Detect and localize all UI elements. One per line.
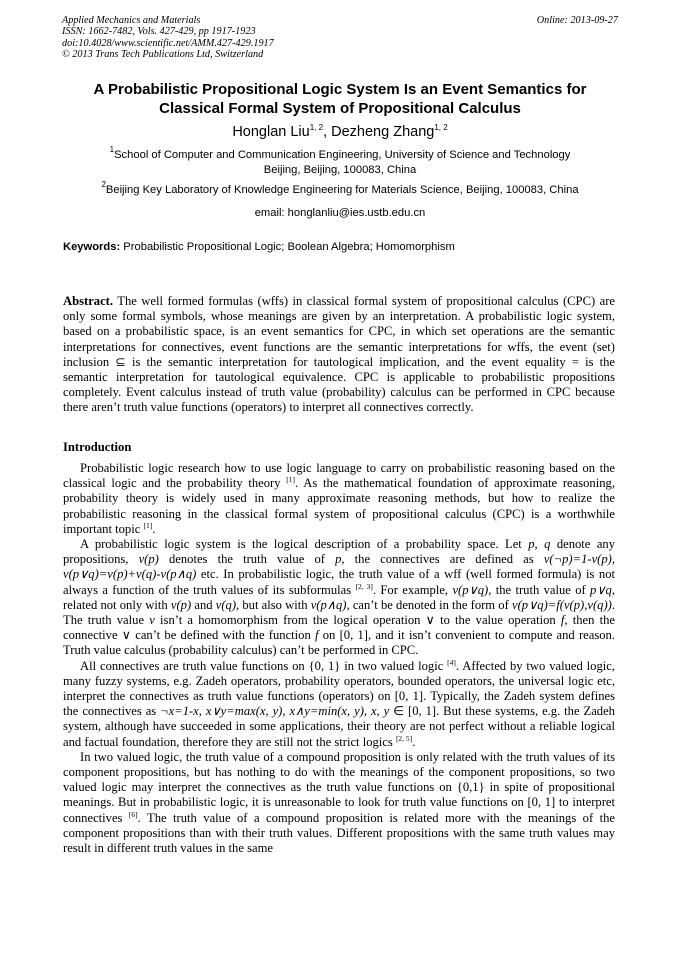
journal-name: Applied Mechanics and Materials xyxy=(62,15,201,26)
copyright-line: © 2013 Trans Tech Publications Ltd, Switzerland xyxy=(62,49,264,61)
affiliation-mark: 1 xyxy=(109,145,115,154)
author-name: Honglan Liu xyxy=(232,124,310,140)
formula: v(p∨q)=v(p)+v(q)-v(p∧q) xyxy=(63,567,197,582)
affiliation-mark: 2 xyxy=(101,180,106,189)
paragraph: All connectives are truth value functions on {0, 1} in two valued logic [4]. Affected by two valued logic, many fuzzy systems, e.g. Zadeh operators, probability operators, bounded operators, the universal logic etc, interpret the connectives as truth value functions (operators) on [0, 1]. Typically, the Zadeh system defines the connectives as ¬x=1-x, x∨y=max(x, y), x∧y=min(x, y), x, y ∈ [0, 1]. But these systems, e.g. the Zadeh system, although have succeeded in some applications, their theory are not perfect without a reliable logical and factual foundation, therefore they are still not the strict logics [2, 5]. xyxy=(63,657,615,749)
author-affiliation-mark: 1, 2 xyxy=(434,123,448,132)
author-separator: , xyxy=(323,124,332,140)
section-heading-introduction: Introduction xyxy=(63,440,132,454)
paragraph: Probabilistic logic research how to use logic language to carry on probabilistic reasoning based on the classical logic and the probability theory [1]. As the mathematical foundation of approximate reasoning, probability theory is widely used in many approximate reasoning methods, but how to realize the probabilistic reasoning in the classical formal system of propositional calculus (CPC) is a worthwhile important topic [1]. xyxy=(63,461,615,536)
citation: [4] xyxy=(447,657,456,667)
keywords-label: Keywords: xyxy=(63,241,121,253)
affiliation-text: Beijing Key Laboratory of Knowledge Engineering for Materials Science, Beijing, 100083, China xyxy=(105,184,579,196)
contact-email: email: honglanliu@ies.ustb.edu.cn xyxy=(254,207,426,219)
formula: ¬x=1-x, x∨y=max(x, y), x∧y=min(x, y), x, y xyxy=(160,704,390,719)
citation: [6] xyxy=(128,809,138,819)
citation: [2, 3] xyxy=(355,581,373,591)
author-affiliation-mark: 1, 2 xyxy=(309,123,324,132)
paper-title xyxy=(62,80,618,118)
title-line-2: Classical Formal System of Propositional Calculus xyxy=(159,100,521,117)
keywords xyxy=(63,240,455,254)
paragraph: A probabilistic logic system is the logical description of a probability space. Let p, q denote any propositions, v(p) denotes the truth value of p, the connectives are defined as v(¬p)=1-v(p), v(p∨q)=v(p)+v(q)-v(p∧q) etc. In probabilistic logic, the truth value of a wff (well formed formula) is not always a function of the truth values of its subformulas [2, 3]. For example, v(p∨q), the truth value of p∨q, related not only with v(p) and v(q), but also with v(p∧q), can’t be denoted in the form of v(p∨q)=f(v(p),v(q)). The truth value v isn’t a homomorphism from the logical operation ∨ to the value operation f, then the connective ∨ can’t be defined with the function f on [0, 1], and it isn’t convenient to compute and reason. Truth value calculus (probability calculus) can’t be performed in CPC. xyxy=(63,537,616,658)
citation: [2, 5] xyxy=(395,733,413,743)
abstract xyxy=(63,294,615,416)
affiliation-text: School of Computer and Communication Engineering, University of Science and Technology xyxy=(114,149,571,161)
formula: v(p∨q)=f(v(p),v(q)) xyxy=(511,597,612,612)
keywords-text: Probabilistic Propositional Logic; Boolean Algebra; Homomorphism xyxy=(120,241,455,253)
author-list xyxy=(62,122,618,142)
paragraph: In two valued logic, the truth value of a compound proposition is only related with the truth values of its component propositions, but has nothing to do with the meanings of the component propositions, so two valued logic may interpret the connectives as the truth value functions on {0,1} in spite of propositional meanings. But in probabilistic logic, it is unreasonable to look for truth value functions on [0, 1] to interpret connectives [6]. The truth value of a compound proposition is related more with the meanings of the component propositions than with their truth values. Different propositions with the same truth values may result in different truth values in the same xyxy=(63,749,616,856)
abstract-text: The well formed formulas (wffs) in classical formal system of propositional calculus (CPC) are only some formal symbols, whose meanings are given by an interpretation. A probabilistic logic system, based on a probabilistic space, is an event semantics for CPC, in which set operations are the semantic interpretations for connectives, event functions are the semantic interpretations for wffs, the event (set) inclusion ⊆ is the semantic interpretation for tautological implication, and the event equality = is the semantic interpretation for tautological equivalence. CPC is applicable to probabilistic propositions completely. Event calculus instead of truth value (probability) calculus can be performed in CPC because there aren’t truth value functions (operators) to interpret all connectives correctly. xyxy=(63,294,615,415)
citation: [1] xyxy=(143,520,153,530)
title-line-1: A Probabilistic Propositional Logic System Is an Event Semantics for xyxy=(93,81,587,98)
journal-metadata xyxy=(62,15,274,61)
online-date: Online: 2013-09-27 xyxy=(536,15,618,26)
affiliation-text: Beijing, Beijing, 100083, China xyxy=(263,164,417,176)
affiliation-2 xyxy=(62,180,618,198)
affiliation-1 xyxy=(62,145,618,178)
author-name: Dezheng Zhang xyxy=(331,124,435,140)
issn-line: ISSN: 1662-7482, Vols. 427-429, pp 1917-1923 xyxy=(62,26,256,38)
formula: v(¬p)=1-v(p) xyxy=(543,552,612,567)
introduction-body xyxy=(63,461,615,856)
abstract-label: Abstract. xyxy=(63,294,114,308)
doi-line: doi:10.4028/www.scientific.net/AMM.427-429.1917 xyxy=(62,37,274,49)
citation: [1] xyxy=(286,475,296,485)
